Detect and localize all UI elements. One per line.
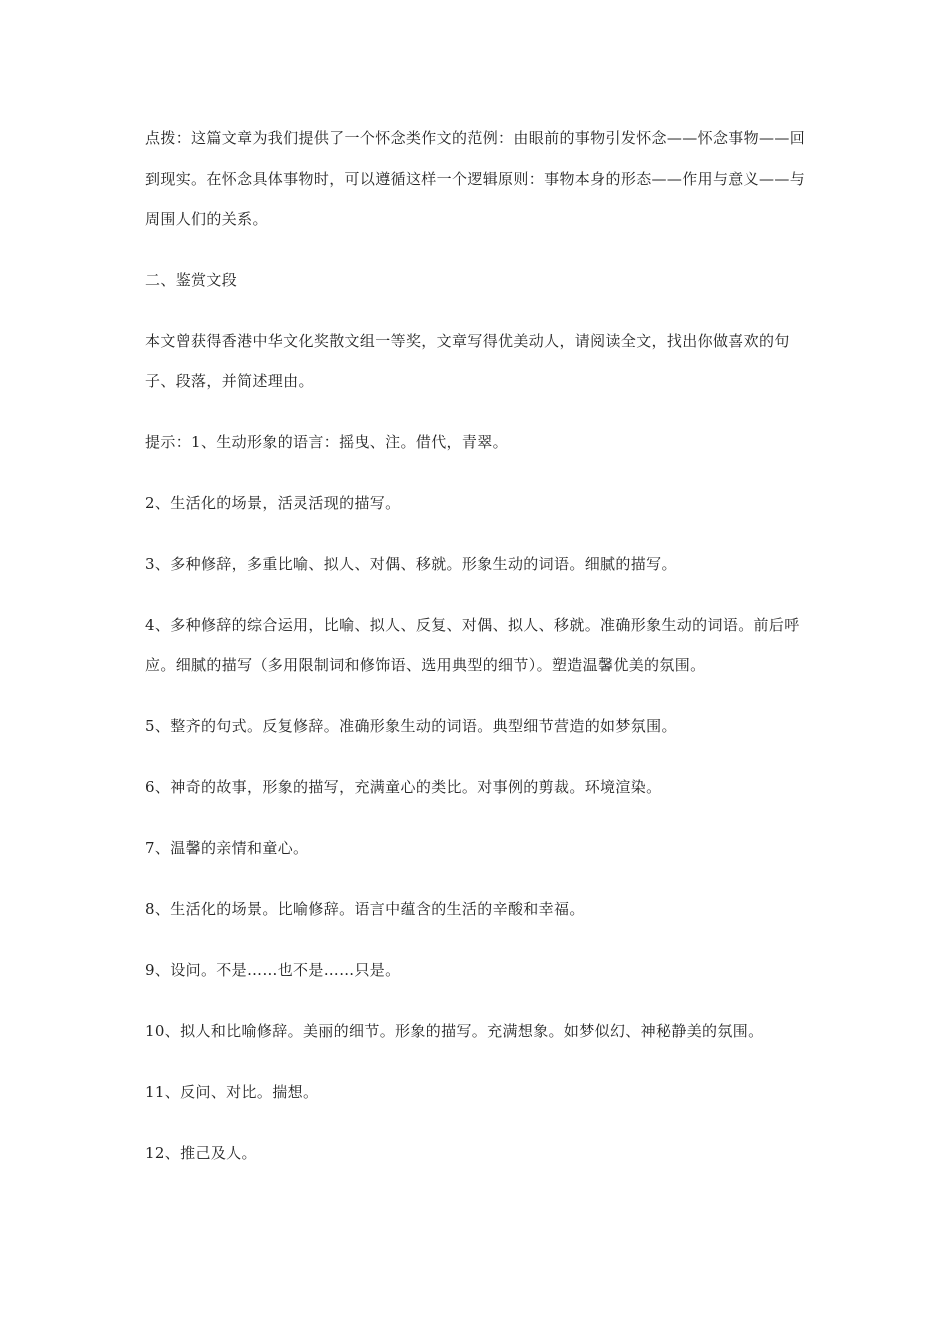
section-heading: 二、鉴赏文段 bbox=[145, 270, 238, 289]
hint-item-5: 5、整齐的句式。反复修辞。准确形象生动的词语。典型细节营造的如梦氛围。 bbox=[145, 716, 677, 735]
hint-item-8: 8、生活化的场景。比喻修辞。语言中蕴含的生活的辛酸和幸福。 bbox=[145, 899, 585, 918]
paragraph-intro: 本文曾获得香港中华文化奖散文组一等奖，文章写得优美动人，请阅读全文，找出你做喜欢的句子、段落，并简述理由。 bbox=[145, 331, 790, 390]
hint-item-4: 4、多种修辞的综合运用，比喻、拟人、反复、对偶、拟人、移就。准确形象生动的词语。前后呼应。细腻的描写（多用限制词和修饰语、选用典型的细节）。塑造温馨优美的氛围。 bbox=[145, 615, 800, 674]
hint-item-10: 10、拟人和比喻修辞。美丽的细节。形象的描写。充满想象。如梦似幻、神秘静美的氛围。 bbox=[145, 1021, 764, 1040]
paragraph-comment: 点拨：这篇文章为我们提供了一个怀念类作文的范例：由眼前的事物引发怀念——怀念事物——回到现实。在怀念具体事物时，可以遵循这样一个逻辑原则：事物本身的形态——作用与意义——与周围人们的关系。 bbox=[145, 129, 806, 228]
hint-item-7: 7、温馨的亲情和童心。 bbox=[145, 838, 309, 857]
hint-item-6: 6、神奇的故事，形象的描写，充满童心的类比。对事例的剪裁。环境渲染。 bbox=[145, 777, 662, 796]
document-body bbox=[145, 118, 810, 1194]
hint-item-12: 12、推己及人。 bbox=[145, 1143, 257, 1162]
hint-item-11: 11、反问、对比。揣想。 bbox=[145, 1082, 319, 1101]
hint-item-9: 9、设问。不是……也不是……只是。 bbox=[145, 960, 401, 979]
hint-item-3: 3、多种修辞，多重比喻、拟人、对偶、移就。形象生动的词语。细腻的描写。 bbox=[145, 554, 677, 573]
hint-item-1: 提示：1、生动形象的语言：摇曳、注。借代，青翠。 bbox=[145, 432, 508, 451]
hint-item-2: 2、生活化的场景，活灵活现的描写。 bbox=[145, 493, 401, 512]
